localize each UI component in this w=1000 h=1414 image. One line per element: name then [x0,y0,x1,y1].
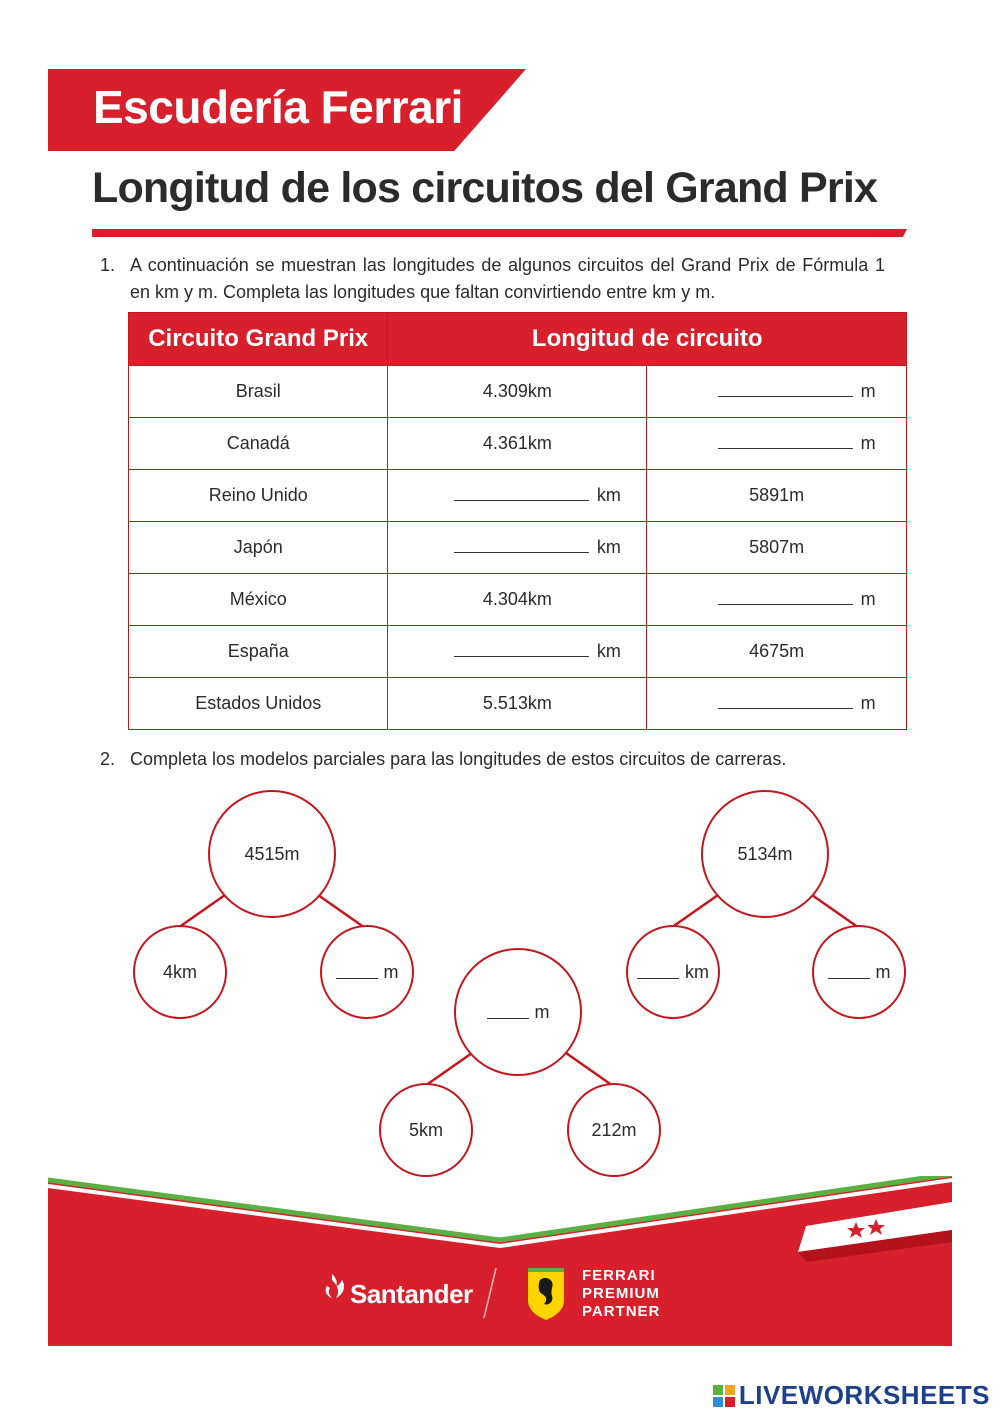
m-unit: m [860,589,876,609]
km-value: 4.309km [388,366,647,418]
km-unit: km [596,485,621,505]
tree-3-left-unit: km [685,961,709,982]
circuit-name: Estados Unidos [129,678,388,730]
km-unit: km [596,537,621,557]
page-title: Longitud de los circuitos del Grand Prix [92,164,878,212]
circuit-name: México [129,574,388,626]
question-1-text: A continuación se muestran las longitudes de algunos circuitos del Grand Prix de Fórmula 1 en km y m. Completa las longitudes que faltan convirtiendo entre km y m. [130,255,885,302]
km-value: 4.361km [388,418,647,470]
partner-line: FERRARI [582,1267,656,1284]
tree-1-left-value: 4km [162,961,197,982]
header-circuit: Circuito Grand Prix [129,313,388,366]
tree-3-whole [701,790,829,918]
tree-3-left-blank[interactable] [637,965,679,979]
question-1-number: 1. [100,255,116,275]
circuit-name: España [129,626,388,678]
circuit-name: Canadá [129,418,388,470]
km-unit: km [596,641,621,661]
tree-2-part-right [567,1083,661,1177]
liveworksheets-watermark [713,1380,990,1411]
liveworksheets-text: LIVEWORKSHEETS [738,1380,990,1410]
m-value: 5807m [647,522,907,574]
circuit-name: Japón [129,522,388,574]
question-2-text: Completa los modelos parciales para las longitudes de estos circuitos de carreras. [130,749,787,769]
header-length: Longitud de circuito [388,313,907,366]
tree-1-right-blank[interactable] [336,965,378,979]
santander-logo-text: Santander [350,1279,473,1309]
tree-2-part-left [379,1083,473,1177]
footer-band [48,1176,952,1346]
tree-3-part-right [812,925,906,1019]
tree-2-whole-unit: m [534,1001,550,1022]
tree-2-right-value: 212m [591,1119,637,1140]
partner-line: PARTNER [582,1303,661,1320]
tree-1-whole [208,790,336,918]
ferrari-partner-text [582,1267,660,1321]
km-value: 4.304km [388,574,647,626]
tree-3-part-left [626,925,720,1019]
tree-3-right-unit: m [875,961,891,982]
m-value: 5891m [647,470,907,522]
tree-3-whole-value: 5134m [737,843,793,864]
tree-1-part-right [320,925,414,1019]
m-unit: m [860,433,876,453]
circuit-name: Brasil [129,366,388,418]
ferrari-shield-icon [528,1268,564,1320]
tree-2-left-value: 5km [408,1119,443,1140]
partner-line: PREMIUM [582,1285,660,1302]
m-value: 4675m [647,626,907,678]
tree-2-whole-blank[interactable] [487,1005,529,1019]
tree-3-right-blank[interactable] [828,965,870,979]
tree-1-right-unit: m [383,961,399,982]
question-2-number: 2. [100,749,116,769]
brand-title: Escudería Ferrari [93,81,463,133]
tree-2-whole [454,948,582,1076]
tree-1-whole-value: 4515m [244,843,300,864]
km-value: 5.513km [388,678,647,730]
liveworksheets-logo-icon [713,1385,735,1407]
tree-1-part-left [133,925,227,1019]
circuit-name: Reino Unido [129,470,388,522]
m-unit: m [860,693,876,713]
m-unit: m [860,381,876,401]
